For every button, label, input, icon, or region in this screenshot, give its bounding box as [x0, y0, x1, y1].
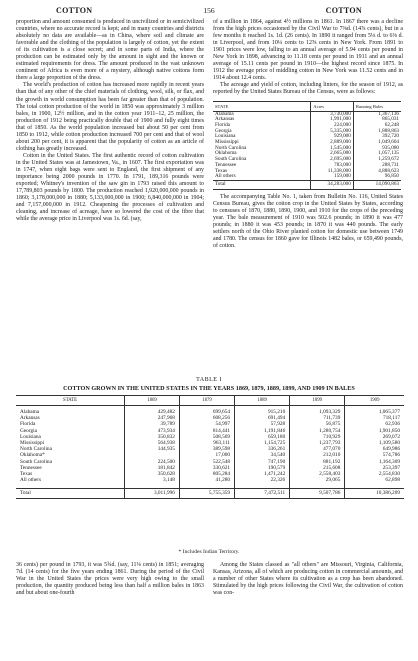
- state-cell: Oklahoma: [215, 150, 237, 157]
- paragraph: The accompanying Table No. 1, taken from Bulletin No. 116, United States Census Bureau, gives the cotton crop in the United States by States, according to censuses of 1870, 1880, 1890, 1900, and 1910 for the crops of the preceding year. The bale measurement of 1910 was 502.6 pounds; in 1890 it was 477 pounds; in 1880 it was 453 pounds; in 1870 it was 440 pounds. The early settlers north of the Ohio River planted cotton for domestic use between 1749 and 1780. The census for 1860 gave for Illinois 1482 bales, or 659,490 pounds, of cotton.: [213, 193, 403, 250]
- value-cell: 253,397: [345, 465, 404, 471]
- value-cell: 62,898: [345, 477, 404, 483]
- value-cell: 62,936: [345, 421, 404, 427]
- value-cell: 159,000: [311, 174, 354, 180]
- value-cell: 3,730,000: [311, 111, 354, 117]
- column-header: 1899: [290, 396, 345, 406]
- column-header: 1869: [125, 396, 180, 406]
- value-cell: 564,938: [125, 440, 180, 446]
- value-cell: 330,621: [179, 465, 234, 471]
- total-row: [213, 181, 401, 190]
- column-header: STATE: [16, 396, 125, 406]
- value-cell: 1,545,000: [311, 146, 354, 152]
- value-cell: 54,997: [179, 421, 234, 427]
- state-cell: Florida: [215, 121, 230, 128]
- column-header: 1879: [179, 396, 234, 406]
- paragraph: of a million in 1864, against 4½ millions in 1861. In 1867 there was a decline from the high prices occasioned by the Civil War to 7⅜d. (14⅞ cents), but in a few months it reached 1s. 1d. (26 cents). In 1890 it ranged from 5⅛ d. to 6⅜ d. in Liverpool, and from 10¼ cents to 12⅝ cents in New York. From 1891 to 1901 prices were low, falling to an annual average of 5.94 cents per pound in New York in 1898, advancing to 11.18 cents per pound in 1911 and an annual average of 15.11 cents per pound in 1910—the highest record since 1875. In 1912 the average price of middling cotton in New York was 11.52 cents and in 1914 about 12.4 cents.: [213, 19, 403, 82]
- value-cell: 3,148: [125, 477, 180, 483]
- value-cell: 2,695,000: [311, 157, 354, 163]
- value-cell: 269,072: [345, 434, 404, 440]
- running-header: [16, 6, 402, 18]
- value-cell: 508,569: [179, 434, 234, 440]
- value-cell: 350,832: [125, 434, 180, 440]
- column-header: Running Bales: [353, 101, 401, 111]
- value-cell: 2,554,830: [345, 471, 404, 477]
- state-cell: Oklahoma*: [20, 452, 45, 459]
- value-cell: 805,284: [179, 471, 234, 477]
- value-cell: 34,540: [235, 452, 290, 458]
- paragraph: Among the States classed as "all others" are Missouri, Virginia, California, Kansas, Arizona, all of which are producing cotton in commercial amounts, and a number of other States where its cultivation as a crop has been abandoned. Stimulated by the high prices following the Civil War, the cultivation of cotton was con-: [213, 562, 403, 597]
- paragraph: The acreage and yield of cotton, including linters, for the season of 1912, as reported by the United States Bureau of the Census, were as follows:: [213, 82, 403, 96]
- value-cell: 11,338,000: [311, 169, 354, 175]
- value-cell: 96,850: [353, 174, 401, 180]
- table-title: COTTON GROWN IN THE UNITED STATES IN THE YEARS 1869, 1879, 1889, 1899, AND 1909 IN BALES: [63, 385, 355, 392]
- state-cell: All others: [215, 173, 236, 180]
- value-cell: 699,654: [179, 406, 234, 416]
- value-cell: 39,789: [125, 421, 180, 427]
- state-cell: Arkansas: [20, 415, 40, 422]
- paragraph: 36 cents) per pound in 1793, it was 5¾d. (say, 11⅛ cents) in 1851; averaging 7d. (14 cents) for the five years ending 1861. During the period of the Civil War in the United States the prices were very high owing to the small production, the quantity produced being less than half a million bales in 1863 and but about one-fourth: [16, 562, 204, 597]
- right-column: [213, 19, 403, 250]
- value-cell: 1,154,725: [235, 440, 290, 446]
- state-cell: Mississippi: [20, 440, 45, 447]
- state-cell: North Carolina: [20, 446, 52, 453]
- value-cell: 747,190: [235, 459, 290, 465]
- value-cell: 22,326: [235, 477, 290, 483]
- value-cell: 17,000: [179, 452, 234, 458]
- state-cell: Alabama: [215, 110, 234, 117]
- value-cell: 718,117: [345, 415, 404, 421]
- value-cell: 350,628: [125, 471, 180, 477]
- value-cell: 392,720: [353, 134, 401, 140]
- bottom-left-column: [16, 562, 204, 597]
- value-cell: 522,548: [179, 459, 234, 465]
- value-cell: 1,109,580: [345, 440, 404, 446]
- state-cell: Mississippi: [215, 139, 239, 146]
- paragraph: Cotton in the United States. The first authentic record of cotton cultivation in the United States was at Jamestown, Va., in 1607. The first exportation was in 1747, when eight bags were sent to England, the first shipment of any importance being 2000 pounds in 1770. In 1791, 189,316 pounds were exported; Whitney's invention of the saw gin in 1793 raised this amount to 17,789,803 pounds by 1800. The production reached 1,920,000,000 pounds in 1860; 3,178,000,000 in 1880; 5,133,000,000 in 1900; 6,840,000,000 in 1904; and 7,157,000,000 in 1912. Cheapening the processes of cultivation and cleaning, and increase of acreage, have so lowered the cost of the fibre that while the average price in Liverpool was 1s. 6d. (say,: [16, 152, 204, 223]
- value-cell: 62,248: [353, 123, 401, 129]
- value-cell: 659,180: [235, 434, 290, 440]
- value-cell: 2,665,000: [311, 151, 354, 157]
- value-cell: 783,000: [311, 163, 354, 169]
- state-cell: Alabama: [20, 409, 40, 415]
- value-cell: 144,935: [125, 446, 180, 452]
- table-footnote: * Includes Indian Territory.: [178, 549, 240, 555]
- header-right-title: COTTON: [325, 6, 362, 15]
- value-cell: 212,010: [290, 452, 345, 458]
- total-label: Total: [16, 489, 125, 498]
- paragraph: The world's production of cotton has increased more rapidly in recent years than that of any other of the chief materials of clothing, wool, silk, or flax, and the growth in world consumption has been far greater than that of population. The total cotton production of the world in 1850 was approximately 3 million bales, in 1900, 12½ million, and in the cotton year 1911–12, 25 million, the production of 1912 being practically double that of 1900 and fully eight times that of 1850. As the world population increased but about 50 per cent from 1850 to 1912, while cotton production increased 700 per cent and that of wool about 200 per cent, it is apparent that the popularity of cotton as an article of clothing has greatly increased.: [16, 82, 204, 152]
- state-cell: Arkansas: [215, 116, 235, 123]
- value-cell: 429,482: [125, 406, 180, 416]
- total-value: 14,090,863: [353, 181, 401, 190]
- left-column: [16, 19, 204, 223]
- value-cell: 288,731: [353, 163, 401, 169]
- value-cell: 1,280,754: [290, 428, 345, 434]
- value-cell: 477,070: [290, 446, 345, 452]
- value-cell: 1,191,846: [235, 428, 290, 434]
- column-header: STATE: [213, 101, 311, 111]
- value-cell: 2,558,403: [290, 471, 345, 477]
- value-cell: 814,441: [179, 428, 234, 434]
- total-value: 5,755,359: [179, 489, 234, 498]
- value-cell: 929,000: [311, 134, 354, 140]
- total-value: 7,472,511: [235, 489, 290, 498]
- state-cell: South Carolina: [215, 156, 247, 163]
- table-header-row: [16, 396, 404, 406]
- value-cell: 1,049,604: [353, 140, 401, 146]
- value-cell: 181,842: [125, 465, 180, 471]
- value-cell: 691,494: [235, 415, 290, 421]
- state-cell: Louisiana: [20, 433, 41, 440]
- column-header: Acres: [311, 101, 354, 111]
- value-cell: 4,888,623: [353, 169, 401, 175]
- cotton-yield-table: [16, 395, 404, 499]
- value-cell: 963,111: [179, 440, 234, 446]
- value-cell: 649,986: [345, 446, 404, 452]
- value-cell: 881,192: [290, 459, 345, 465]
- page-number: 156: [203, 6, 215, 15]
- state-cell: All others: [20, 477, 42, 484]
- value-cell: 190,579: [235, 465, 290, 471]
- value-cell: 574,786: [345, 452, 404, 458]
- table-body: [16, 406, 404, 499]
- table-body: [213, 111, 401, 189]
- value-cell: 1,471,242: [235, 471, 290, 477]
- value-cell: 915,210: [235, 406, 290, 416]
- total-label: Total: [213, 181, 311, 190]
- value-cell: 56,875: [290, 421, 345, 427]
- value-cell: 41,280: [179, 477, 234, 483]
- value-cell: 336,261: [235, 446, 290, 452]
- state-cell: Tennessee: [20, 464, 42, 471]
- value-cell: 1,057,135: [353, 151, 401, 157]
- column-header: 1909: [345, 396, 404, 406]
- value-cell: 2,889,000: [311, 140, 354, 146]
- value-cell: 710,929: [290, 434, 345, 440]
- total-row: [16, 489, 404, 498]
- value-cell: 1,367,136: [353, 111, 401, 117]
- value-cell: 1,901,850: [345, 428, 404, 434]
- total-value: 34,283,000: [311, 181, 354, 190]
- value-cell: 1,991,000: [311, 117, 354, 123]
- value-cell: 1,888,863: [353, 129, 401, 135]
- total-value: 3,011,996: [125, 489, 180, 498]
- value-cell: 473,934: [125, 428, 180, 434]
- state-cell: Texas: [215, 167, 228, 174]
- state-cell: Georgia: [215, 127, 232, 134]
- value-cell: 1,259,672: [353, 157, 401, 163]
- table-label: TABLE I: [196, 377, 222, 383]
- value-cell: 1,164,309: [345, 459, 404, 465]
- state-cell: Tennessee: [215, 161, 237, 168]
- total-value: 10,386,209: [345, 489, 404, 498]
- value-cell: 224,500: [125, 459, 180, 465]
- value-cell: 1,237,793: [290, 440, 345, 446]
- value-cell: 247,968: [125, 415, 180, 421]
- value-cell: 224,000: [311, 123, 354, 129]
- state-cell: North Carolina: [215, 144, 247, 151]
- table-header-row: [213, 101, 401, 111]
- header-left-title: COTTON: [56, 6, 93, 15]
- state-cell: Florida: [20, 421, 36, 428]
- value-cell: 1,093,329: [290, 406, 345, 416]
- state-cell: Louisiana: [215, 133, 236, 140]
- value-cell: 608,256: [179, 415, 234, 421]
- value-cell: 865,031: [353, 117, 401, 123]
- paragraph: proportion and amount consumed is produced in uncivilized or in semicivilized countries, where no accurate record is kept; and in many countries and districts absolutely no data are available—as in China, where soil and climate are favorable and the clothing of the population is largely of cotton, yet the extent of its cultivation is a close secret; and in some parts of India, where the production can be estimated only by the amount in sight and the known or estimated requirements for dress. The amount produced in the vast unknown continent of Africa is even more of a mystery, although native cottons form there a large proportion of the dress.: [16, 19, 204, 82]
- value-cell: 215,608: [290, 465, 345, 471]
- state-cell: Georgia: [20, 427, 37, 434]
- bottom-right-column: [213, 562, 403, 597]
- table-row: [16, 406, 404, 416]
- value-cell: 389,598: [179, 446, 234, 452]
- value-cell: 29,065: [290, 477, 345, 483]
- value-cell: 5,335,000: [311, 129, 354, 135]
- value-cell: 935,080: [353, 146, 401, 152]
- value-cell: 57,928: [235, 421, 290, 427]
- value-cell: 1,065,377: [345, 406, 404, 416]
- total-value: 9,507,786: [290, 489, 345, 498]
- column-header: 1889: [235, 396, 290, 406]
- state-cell: Texas: [20, 471, 33, 478]
- state-acreage-table: [213, 101, 401, 190]
- value-cell: 711,739: [290, 415, 345, 421]
- state-cell: South Carolina: [20, 458, 52, 465]
